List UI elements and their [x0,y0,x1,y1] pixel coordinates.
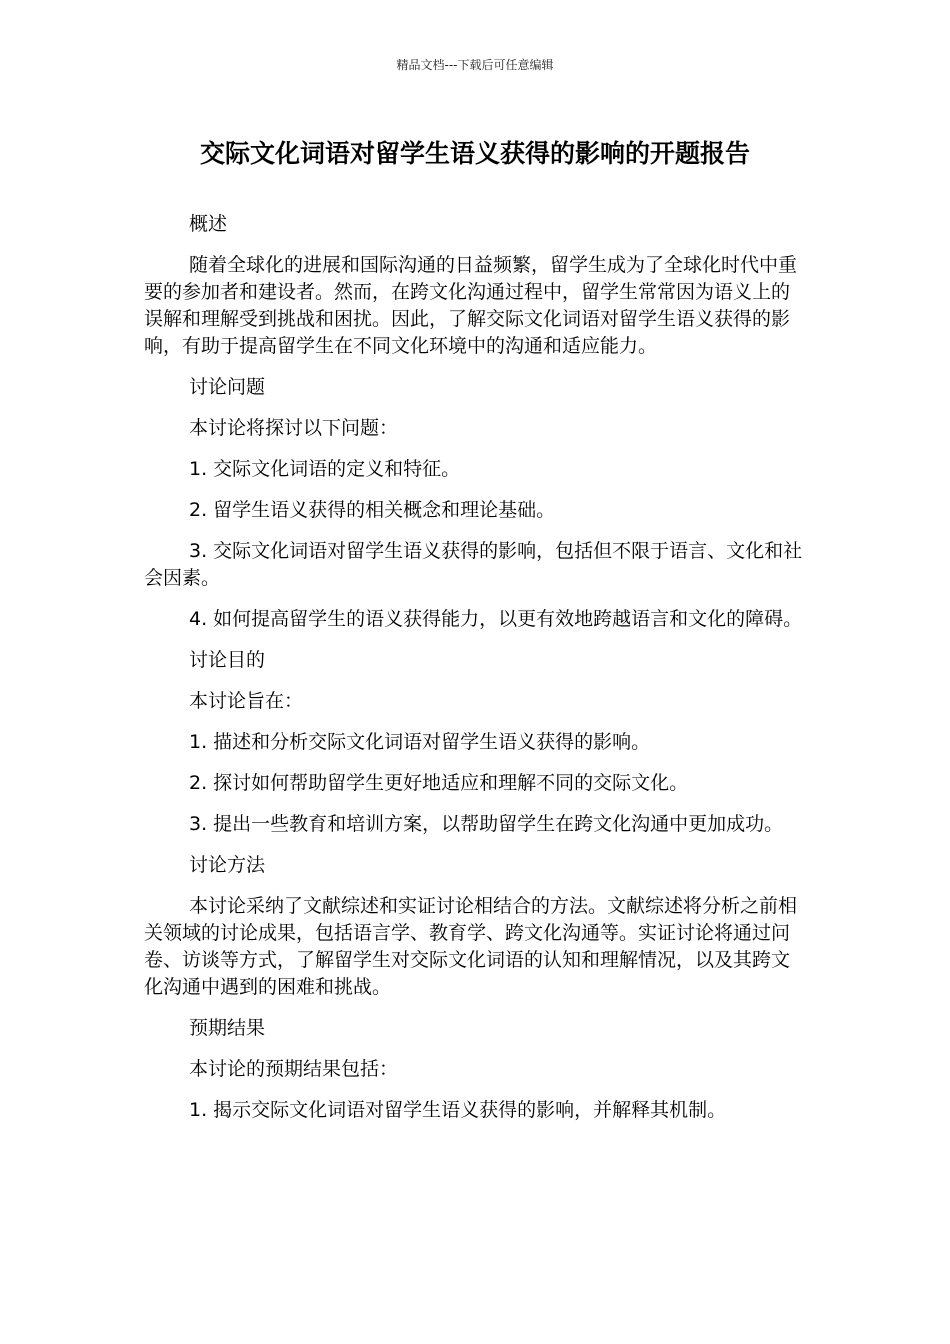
purpose-item-3: 3. 提出一些教育和培训方案，以帮助留学生在跨文化沟通中更加成功。 [189,813,784,835]
section-heading-method: 讨论方法 [189,854,266,876]
header-note: 精品文档---下载后可任意编辑 [396,58,554,72]
section-heading-purpose: 讨论目的 [189,649,266,671]
document-title: 交际文化词语对留学生语义获得的影响的开题报告 [199,139,750,168]
section-heading-results: 预期结果 [189,1017,266,1039]
section-heading-overview: 概述 [189,213,228,235]
question-item-3: 3. 交际文化词语对留学生语义获得的影响，包括但不限于语言、文化和社会因素。 [144,540,803,589]
question-item-1: 1. 交际文化词语的定义和特征。 [189,458,461,480]
purpose-intro: 本讨论旨在： [189,690,304,712]
question-item-4: 4. 如何提高留学生的语义获得能力，以更有效地跨越语言和文化的障碍。 [189,608,803,630]
purpose-item-1: 1. 描述和分析交际文化词语对留学生语义获得的影响。 [189,731,651,753]
method-paragraph: 本讨论采纳了文献综述和实证讨论相结合的方法。文献综述将分析之前相关领域的讨论成果，包括语言学、教育学、跨文化沟通等。实证讨论将通过问卷、访谈等方式，了解留学生对交际文化词语的认知和理解情况，以及其跨文化沟通中遇到的困难和挑战。 [144,895,798,998]
results-item-1: 1. 揭示交际文化词语对留学生语义获得的影响，并解释其机制。 [189,1099,727,1121]
results-intro: 本讨论的预期结果包括： [189,1058,399,1080]
questions-intro: 本讨论将探讨以下问题： [189,417,399,439]
document-body [144,211,804,1138]
section-heading-questions: 讨论问题 [189,376,266,398]
purpose-item-2: 2. 探讨如何帮助留学生更好地适应和理解不同的交际文化。 [189,772,689,794]
question-item-2: 2. 留学生语义获得的相关概念和理论基础。 [189,499,556,521]
overview-paragraph: 随着全球化的进展和国际沟通的日益频繁，留学生成为了全球化时代中重要的参加者和建设者。然而，在跨文化沟通过程中，留学生常常因为语义上的误解和理解受到挑战和困扰。因此，了解交际文化词语对留学生语义获得的影响，有助于提高留学生在不同文化环境中的沟通和适应能力。 [144,254,798,357]
